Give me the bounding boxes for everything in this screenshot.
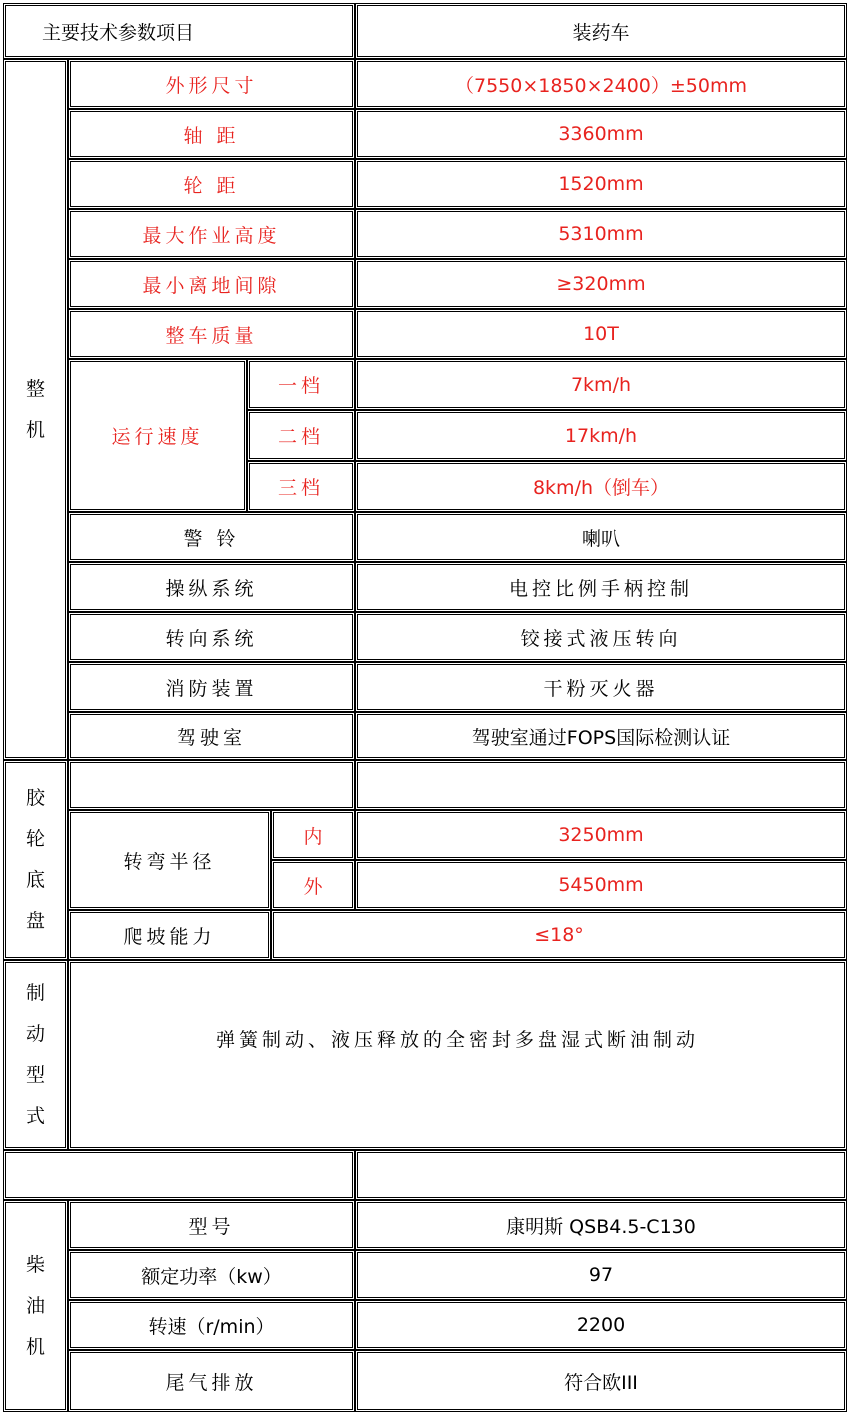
group-label-brake <box>3 960 68 1150</box>
header-item-label: 主要技术参数项目 <box>3 3 355 59</box>
row-label: 最大作业高度 <box>68 209 355 259</box>
gear-label: 二档 <box>247 410 355 461</box>
row-label: 驾驶室 <box>68 712 355 760</box>
gear-value: 8km/h（倒车） <box>355 461 847 512</box>
row-value: （7550×1850×2400）±50mm <box>355 59 847 109</box>
row-value: 铰接式液压转向 <box>355 612 847 662</box>
row-label: 最小离地间隙 <box>68 259 355 309</box>
row-label: 额定功率（kw） <box>68 1250 355 1300</box>
climb-value: ≤18° <box>271 910 847 960</box>
speed-label: 运行速度 <box>68 359 247 512</box>
row-value: 电控比例手柄控制 <box>355 562 847 612</box>
group-char: 整 <box>25 377 45 400</box>
empty-cell <box>3 1150 355 1200</box>
row-value: ≥320mm <box>355 259 847 309</box>
gear-label: 一档 <box>247 359 355 410</box>
gear-value: 7km/h <box>355 359 847 410</box>
group-label-vehicle <box>3 59 68 760</box>
turning-inner-label: 内 <box>271 810 355 860</box>
group-char: 动 <box>25 1023 45 1045</box>
group-char: 底 <box>25 869 45 891</box>
group-label-engine <box>3 1200 68 1412</box>
turning-outer-label: 外 <box>271 860 355 910</box>
row-value: 3360mm <box>355 109 847 159</box>
group-char: 柴 <box>25 1253 45 1276</box>
group-char: 式 <box>25 1105 45 1127</box>
row-value: 2200 <box>355 1300 847 1350</box>
row-value: 符合欧III <box>355 1350 847 1412</box>
gear-label: 三档 <box>247 461 355 512</box>
row-value: 喇叭 <box>355 512 847 562</box>
group-char: 机 <box>25 1335 45 1358</box>
gear-value: 17km/h <box>355 410 847 461</box>
row-value: 1520mm <box>355 159 847 209</box>
row-label: 型号 <box>68 1200 355 1250</box>
row-value: 10T <box>355 309 847 359</box>
row-label: 消防装置 <box>68 662 355 712</box>
row-label: 整车质量 <box>68 309 355 359</box>
turning-label: 转弯半径 <box>68 810 271 910</box>
header-value-label: 装药车 <box>355 3 847 59</box>
brake-description: 弹簧制动、液压释放的全密封多盘湿式断油制动 <box>68 960 847 1150</box>
row-label: 操纵系统 <box>68 562 355 612</box>
group-label-chassis <box>3 760 68 960</box>
turning-outer-value: 5450mm <box>355 860 847 910</box>
row-label: 警 铃 <box>68 512 355 562</box>
group-char: 型 <box>25 1064 45 1086</box>
group-char: 机 <box>25 418 45 441</box>
row-value: 97 <box>355 1250 847 1300</box>
empty-cell <box>68 760 355 810</box>
group-char: 油 <box>25 1294 45 1317</box>
row-label: 尾气排放 <box>68 1350 355 1412</box>
group-char: 轮 <box>25 828 45 850</box>
row-value: 干粉灭火器 <box>355 662 847 712</box>
row-value: 5310mm <box>355 209 847 259</box>
row-value: 驾驶室通过FOPS国际检测认证 <box>355 712 847 760</box>
group-char: 胶 <box>25 787 45 809</box>
empty-cell <box>355 1150 847 1200</box>
empty-cell <box>355 760 847 810</box>
row-label: 转速（r/min） <box>68 1300 355 1350</box>
group-char: 制 <box>25 982 45 1004</box>
row-label: 轮 距 <box>68 159 355 209</box>
climb-label: 爬坡能力 <box>68 910 271 960</box>
turning-inner-value: 3250mm <box>355 810 847 860</box>
row-label: 轴 距 <box>68 109 355 159</box>
row-label: 外形尺寸 <box>68 59 355 109</box>
row-label: 转向系统 <box>68 612 355 662</box>
group-char: 盘 <box>25 910 45 932</box>
row-value: 康明斯 QSB4.5-C130 <box>355 1200 847 1250</box>
